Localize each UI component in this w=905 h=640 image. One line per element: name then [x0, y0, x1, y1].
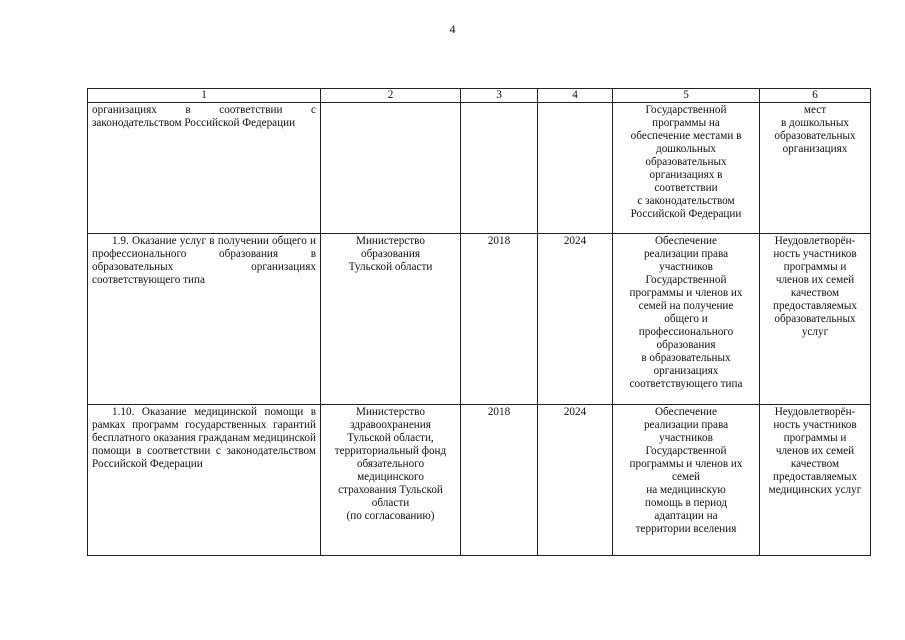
cell-text-line: общего и [664, 313, 708, 325]
cell-text-line: мест [803, 104, 827, 116]
end-year-cell: 2024 [538, 405, 613, 556]
cell-text-line: семей на получение [638, 300, 734, 312]
cell-text-line: Обеспечение [654, 406, 718, 418]
executor-cell [321, 103, 461, 234]
cell-text-line: обязательного [356, 458, 425, 470]
measure-name-cell: организациях в соответствии с законодательством Российской Федерации [88, 103, 321, 234]
cell-text-line: Неудовлетворён- [774, 235, 856, 247]
page-number: 4 [449, 22, 456, 36]
cell-text-line: членов их семей [775, 445, 855, 457]
cell-text-line: участников [659, 432, 713, 444]
column-header: 5 [613, 89, 760, 103]
table-row [88, 103, 871, 234]
measure-name-cell: 1.9. Оказание услуг в получении общего и профессионального образования в образовательных организациях соответствующего типа [88, 234, 321, 405]
cell-text-line: образовательных [774, 130, 856, 142]
cell-text-line: предоставляемых [773, 471, 857, 483]
cell-text-line: программы и [783, 261, 847, 273]
cell-text-line: дошкольных [656, 143, 716, 155]
measures-table [87, 88, 871, 556]
measure-name-cell: 1.10. Оказание медицинской помощи в рамках программ государственных гарантий бесплатного оказания гражданам медицинской помощи в соответствии с законодательством Российской Федерации [88, 405, 321, 556]
cell-text-line: адаптации на [654, 510, 718, 522]
cell-text-line: программы и [783, 432, 847, 444]
start-year-cell: 2018 [461, 234, 538, 405]
cell-text-line: здравоохранения [350, 419, 431, 431]
column-header: 1 [88, 89, 321, 103]
cell-text-line: (по согласованию) [346, 510, 435, 522]
expected-result-cell [613, 405, 760, 556]
cell-text-line: ность участников [773, 419, 857, 431]
cell-text-line: на медицинскую [646, 484, 726, 496]
cell-text-line: образовательных [645, 156, 727, 168]
table-header-row [88, 89, 871, 103]
end-year-cell: 2024 [538, 234, 613, 405]
cell-text-line: территориальный фонд [334, 445, 447, 457]
risk-cell [760, 405, 871, 556]
cell-text-line: образовательных [774, 313, 856, 325]
cell-text-line: территории вселения [635, 523, 737, 535]
risk-cell [760, 103, 871, 234]
cell-text-line: программы и членов их [629, 287, 743, 299]
cell-text-line: качеством [790, 287, 840, 299]
cell-text-line: программы и членов их [629, 458, 743, 470]
cell-text-line: семей [671, 471, 701, 483]
cell-text-line: Тульской области, [347, 432, 434, 444]
cell-text-line: образования [360, 248, 420, 260]
cell-text-line: реализации права [643, 248, 729, 260]
cell-text-line: программы на [652, 117, 720, 129]
cell-text-line: услуг [801, 326, 829, 338]
risk-cell [760, 234, 871, 405]
column-header: 2 [321, 89, 461, 103]
cell-text-line: качеством [790, 458, 840, 470]
cell-text-line: Государственной [645, 274, 727, 286]
cell-text-line: ность участников [773, 248, 857, 260]
cell-text-line: с законодательством [637, 195, 735, 207]
table-row [88, 405, 871, 556]
start-year-cell: 2018 [461, 405, 538, 556]
cell-text-line: области [371, 497, 410, 509]
cell-text-line: Государственной [645, 104, 727, 116]
cell-text-line: Государственной [645, 445, 727, 457]
cell-text-line: образования [656, 339, 716, 351]
cell-text-line: предоставляемых [773, 300, 857, 312]
cell-text-line: соответствии [654, 182, 718, 194]
cell-text-line: помощь в период [644, 497, 728, 509]
cell-text-line: участников [659, 261, 713, 273]
column-header: 3 [461, 89, 538, 103]
expected-result-cell [613, 234, 760, 405]
cell-text-line: организациях [653, 365, 719, 377]
column-header: 4 [538, 89, 613, 103]
start-year-cell [461, 103, 538, 234]
cell-text-line: членов их семей [775, 274, 855, 286]
cell-text-line: реализации права [643, 419, 729, 431]
cell-text-line: организациях в [649, 169, 723, 181]
cell-text-line: организациях [782, 143, 848, 155]
executor-cell [321, 234, 461, 405]
executor-cell [321, 405, 461, 556]
table-row [88, 234, 871, 405]
cell-text-line: Обеспечение [654, 235, 718, 247]
cell-text-line: в дошкольных [780, 117, 850, 129]
cell-text-line: соответствующего типа [629, 378, 743, 390]
cell-text-line: в образовательных [641, 352, 731, 364]
cell-text-line: Министерство [356, 235, 425, 247]
column-header: 6 [760, 89, 871, 103]
end-year-cell [538, 103, 613, 234]
cell-text-line: Тульской области [348, 261, 433, 273]
cell-text-line: медицинских услуг [768, 484, 862, 496]
cell-text-line: профессионального [638, 326, 734, 338]
cell-text-line: медицинского [357, 471, 424, 483]
cell-text-line: Министерство [356, 406, 425, 418]
cell-text-line: Неудовлетворён- [774, 406, 856, 418]
cell-text-line: обеспечение местами в [630, 130, 742, 142]
expected-result-cell [613, 103, 760, 234]
cell-text-line: страхования Тульской [338, 484, 443, 496]
cell-text-line: Российской Федерации [630, 208, 742, 220]
